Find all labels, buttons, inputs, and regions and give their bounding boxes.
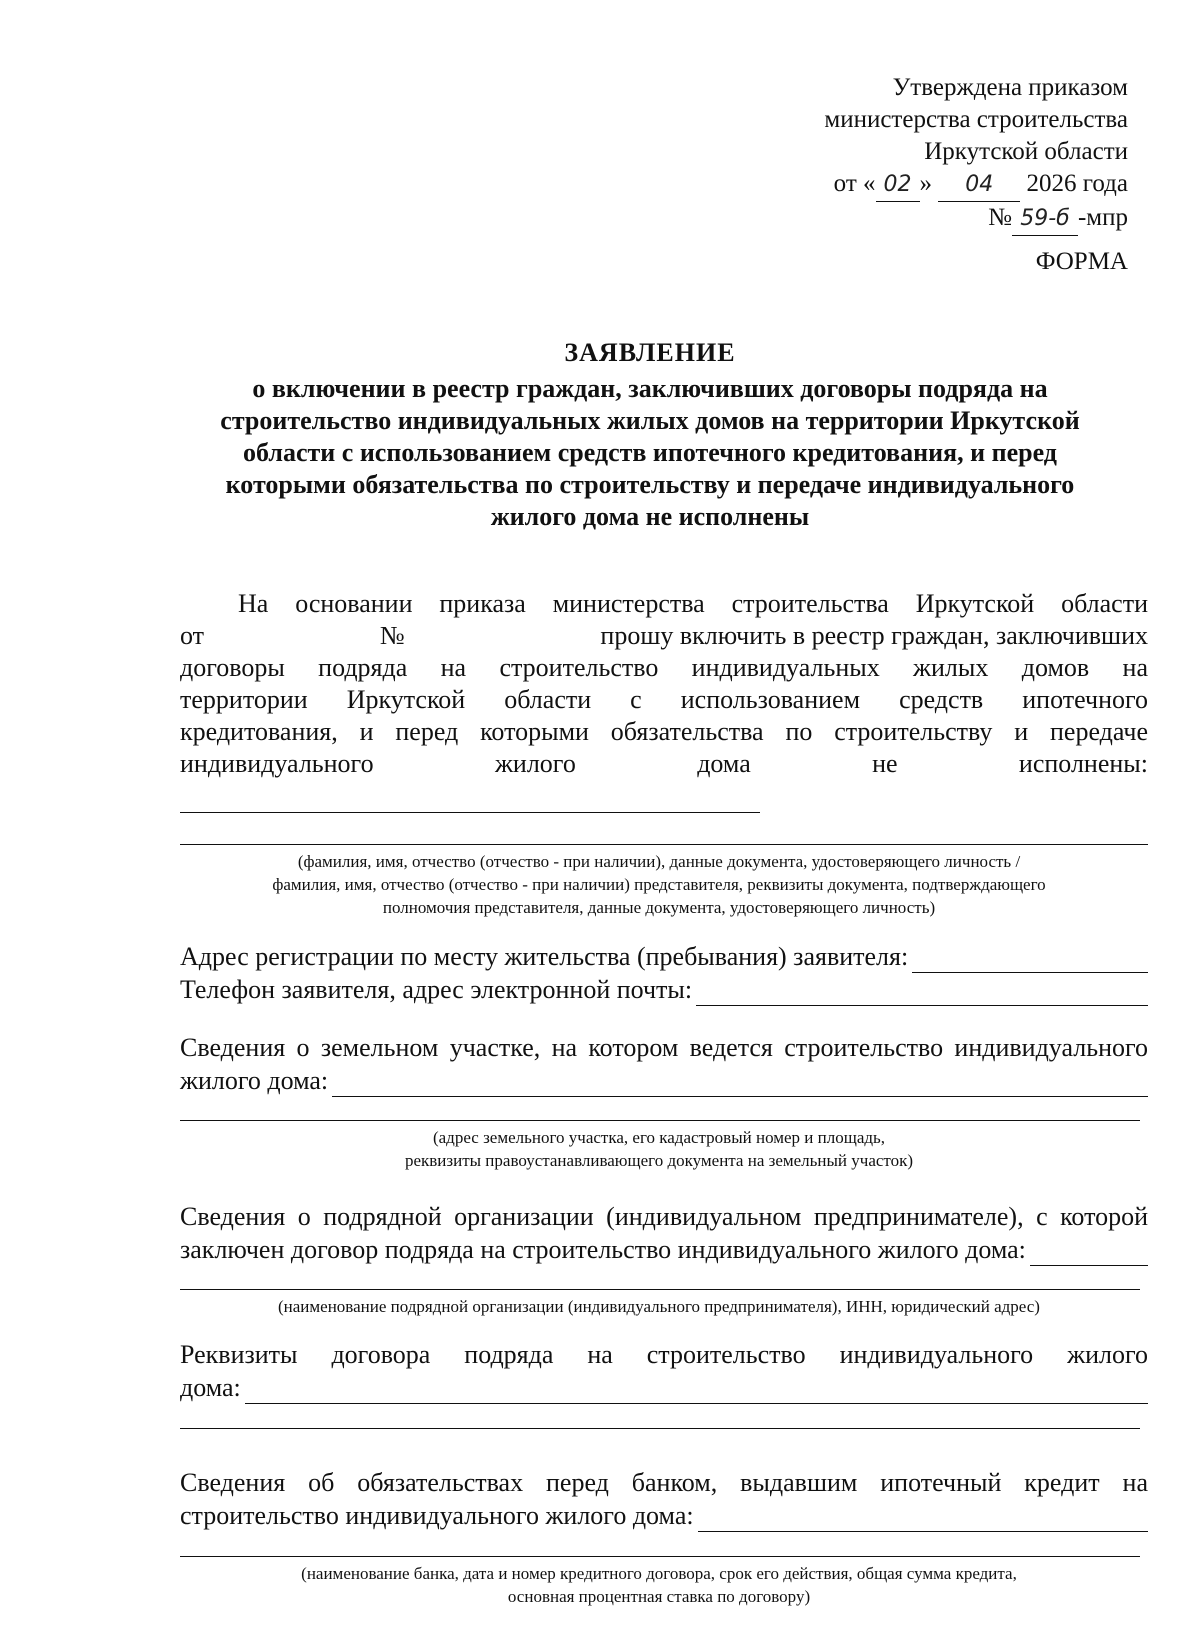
bank-blank-1[interactable] [698, 1507, 1148, 1532]
document-title [150, 337, 1150, 533]
contract-row [180, 1371, 1148, 1404]
land-section [180, 1031, 1148, 1097]
contractor-caption: (наименование подрядной организации (индивидуального предпринимателя), ИНН, юридический адрес) [278, 1297, 1040, 1316]
bank-section [180, 1466, 1148, 1532]
number-handwritten: 59-б [1012, 203, 1078, 236]
body-line-2-rest: прошу включить в реестр граждан, заключивших [600, 621, 1148, 650]
date-mid: » [919, 170, 933, 197]
bank-caption-line-2: основная процентная ставка по договору) [507, 1587, 811, 1606]
date-year: 2026 года [1026, 170, 1128, 197]
land-caption [170, 1126, 1148, 1172]
approval-line-3: Иркутской области [924, 138, 1128, 165]
land-blank-1[interactable] [332, 1072, 1148, 1097]
applicant-blank-line-1[interactable] [180, 812, 760, 813]
title-line-3: области с использованием средств ипотечного кредитования, и перед [243, 438, 1057, 467]
bank-row [180, 1499, 1148, 1532]
contact-blank[interactable] [696, 981, 1148, 1006]
land-caption-line-1: (адрес земельного участка, его кадастровый номер и площадь, [432, 1128, 886, 1147]
contract-section [180, 1338, 1148, 1404]
date-prefix: от « [833, 170, 876, 197]
contractor-line-2: заключен договор подряда на строительство индивидуального жилого дома: [180, 1235, 1026, 1264]
title-line-1: о включении в реестр граждан, заключивших договоры подряда на [252, 374, 1048, 403]
contractor-row [180, 1233, 1148, 1266]
number-prefix: № [988, 204, 1012, 231]
land-caption-line-2: реквизиты правоустанавливающего документа на земельный участок) [404, 1151, 914, 1170]
body-line-5: кредитования, и перед которыми обязательства по строительству и передаче [180, 717, 1148, 746]
applicant-blank-line-2[interactable] [180, 844, 1148, 845]
contractor-blank-1[interactable] [1030, 1241, 1148, 1266]
body-paragraph [180, 588, 1148, 780]
contractor-section [180, 1200, 1148, 1266]
date-month-handwritten: 04 [938, 169, 1020, 202]
title-line-2: строительство индивидуальных жилых домов на территории Иркутской [220, 406, 1080, 435]
approval-number-line [708, 202, 1128, 236]
applicant-caption-line-3: полномочия представителя, данные документа, удостоверяющего личность) [382, 898, 936, 917]
number-suffix: -мпр [1077, 204, 1128, 231]
title-line-5: жилого дома не исполнены [490, 502, 810, 531]
address-label: Адрес регистрации по месту жительства (пребывания) заявителя: [180, 942, 909, 971]
approval-block [708, 72, 1128, 236]
title-heading: ЗАЯВЛЕНИЕ [564, 338, 736, 367]
address-section [180, 940, 1148, 1006]
date-day-handwritten: 02 [876, 169, 920, 202]
body-line-2 [180, 620, 1148, 652]
body-line-3: договоры подряда на строительство индивидуальных жилых домов на [180, 653, 1148, 682]
address-row [180, 940, 1148, 973]
body-line-2-from: от [180, 621, 205, 650]
land-row [180, 1064, 1148, 1097]
contract-blank-2[interactable] [180, 1428, 1140, 1429]
title-line-4: которыми обязательства по строительству и передаче индивидуального [225, 470, 1075, 499]
contractor-line-1: Сведения о подрядной организации (индивидуальном предпринимателе), с которой [180, 1202, 1148, 1231]
contract-line-2: дома: [180, 1373, 241, 1402]
bank-caption [170, 1562, 1148, 1608]
contractor-blank-2[interactable] [180, 1289, 1140, 1290]
approval-line-2: министерства строительства [824, 106, 1128, 133]
contact-row [180, 973, 1148, 1006]
body-line-2-number: № [379, 621, 405, 650]
applicant-caption-line-1: (фамилия, имя, отчество (отчество - при наличии), данные документа, удостоверяющего личность / [297, 852, 1021, 871]
land-line-1: Сведения о земельном участке, на котором ведется строительство индивидуального [180, 1033, 1148, 1062]
bank-blank-2[interactable] [180, 1556, 1140, 1557]
applicant-caption-line-2: фамилия, имя, отчество (отчество - при наличии) представителя, реквизиты документа, подтверждающего [272, 875, 1046, 894]
land-line-2: жилого дома: [180, 1066, 329, 1095]
bank-caption-line-1: (наименование банка, дата и номер кредитного договора, срок его действия, общая сумма кредита, [301, 1564, 1017, 1583]
form-label: ФОРМА [1035, 248, 1128, 275]
body-line-6: индивидуального жилого дома не исполнены: [180, 749, 1148, 778]
address-blank[interactable] [912, 948, 1148, 973]
body-line-1: На основании приказа министерства строительства Иркутской области [238, 589, 1148, 618]
bank-line-2: строительство индивидуального жилого дома: [180, 1501, 694, 1530]
applicant-caption [170, 850, 1148, 919]
contact-label: Телефон заявителя, адрес электронной почты: [180, 975, 693, 1004]
contract-blank-1[interactable] [245, 1379, 1148, 1404]
bank-line-1: Сведения об обязательствах перед банком, выдавшим ипотечный кредит на [180, 1468, 1148, 1497]
approval-line-1: Утверждена приказом [892, 74, 1128, 101]
approval-date-line [708, 168, 1128, 202]
land-blank-2[interactable] [180, 1120, 1140, 1121]
body-line-4: территории Иркутской области с использованием средств ипотечного [180, 685, 1148, 714]
contract-line-1: Реквизиты договора подряда на строительство индивидуального жилого [180, 1340, 1148, 1369]
